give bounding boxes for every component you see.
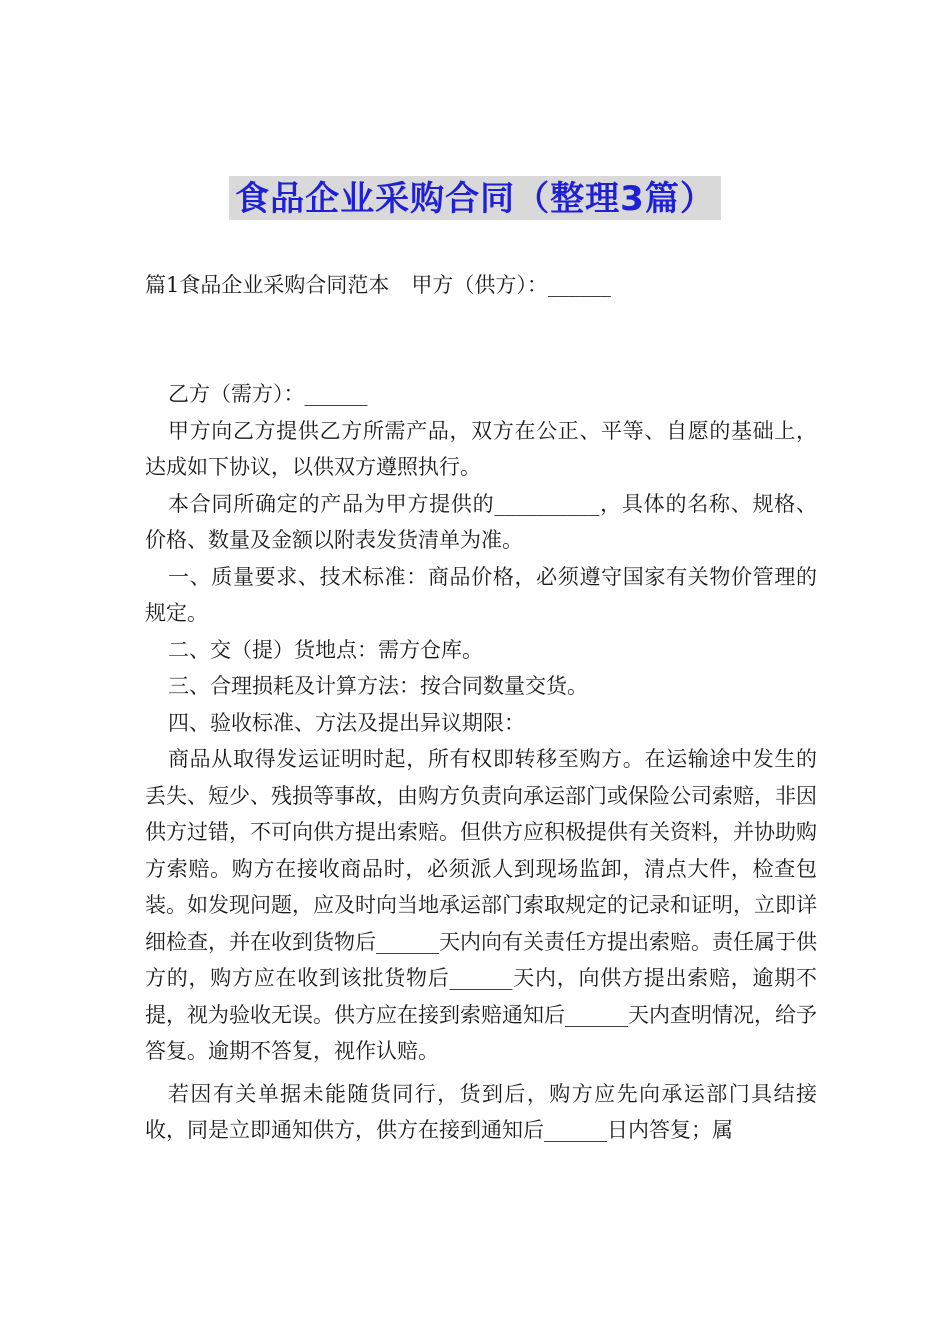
paragraph-clause-2: 二、交（提）货地点：需方仓库。 (168, 637, 483, 662)
paragraph-clause-4: 四、验收标准、方法及提出异议期限： (168, 710, 525, 735)
chapter-heading: 篇1食品企业采购合同范本 (145, 273, 390, 297)
paragraph-clause-3: 三、合理损耗及计算方法：按合同数量交货。 (168, 674, 588, 698)
title-wrapper (0, 176, 950, 220)
paragraph-documents: 若因有关单据未能随货同行，货到后，购方应先向承运部门具结接收，同是立即通知供方，供方在接到通知后______日内答复；属 (145, 1081, 817, 1142)
paragraph-product: 本合同所确定的产品为甲方提供的__________，具体的名称、规格、价格、数量及金额以附表发货清单为准。 (145, 491, 817, 552)
paragraph-party-b: 乙方（需方）：______ (168, 382, 368, 406)
contract-body (145, 376, 817, 1149)
document-title: 食品企业采购合同（整理3篇） (229, 176, 721, 220)
paragraph-agreement: 甲方向乙方提供乙方所需产品，双方在公正、平等、自愿的基础上，达成如下协议，以供双方遵照执行。 (145, 418, 817, 479)
paragraph-inspection: 商品从取得发运证明时起，所有权即转移至购方。在运输途中发生的丢失、短少、残损等事故，由购方负责向承运部门或保险公司索赔，非因供方过错，不可向供方提出索赔。但供方应积极提供有关资料，并协助购方索赔。购方在接收商品时，必须派人到现场监卸，清点大件，检查包装。如发现问题，应及时向当地承运部门索取规定的记录和证明，立即详细检查，并在收到货物后______天内向有关责任方提出索赔。责任属于供方的，购方应在收到该批货物后______天内，向供方提出索赔，逾期不提，视为验收无误。供方应在接到索赔通知后______天内查明情况，给予答复。逾期不答复，视作认赔。 (145, 747, 817, 1063)
party-a-line: 甲方（供方）：______ (411, 273, 611, 297)
paragraph-clause-1: 一、质量要求、技术标准：商品价格，必须遵守国家有关物价管理的规定。 (145, 564, 817, 625)
chapter-heading-line (145, 268, 611, 302)
